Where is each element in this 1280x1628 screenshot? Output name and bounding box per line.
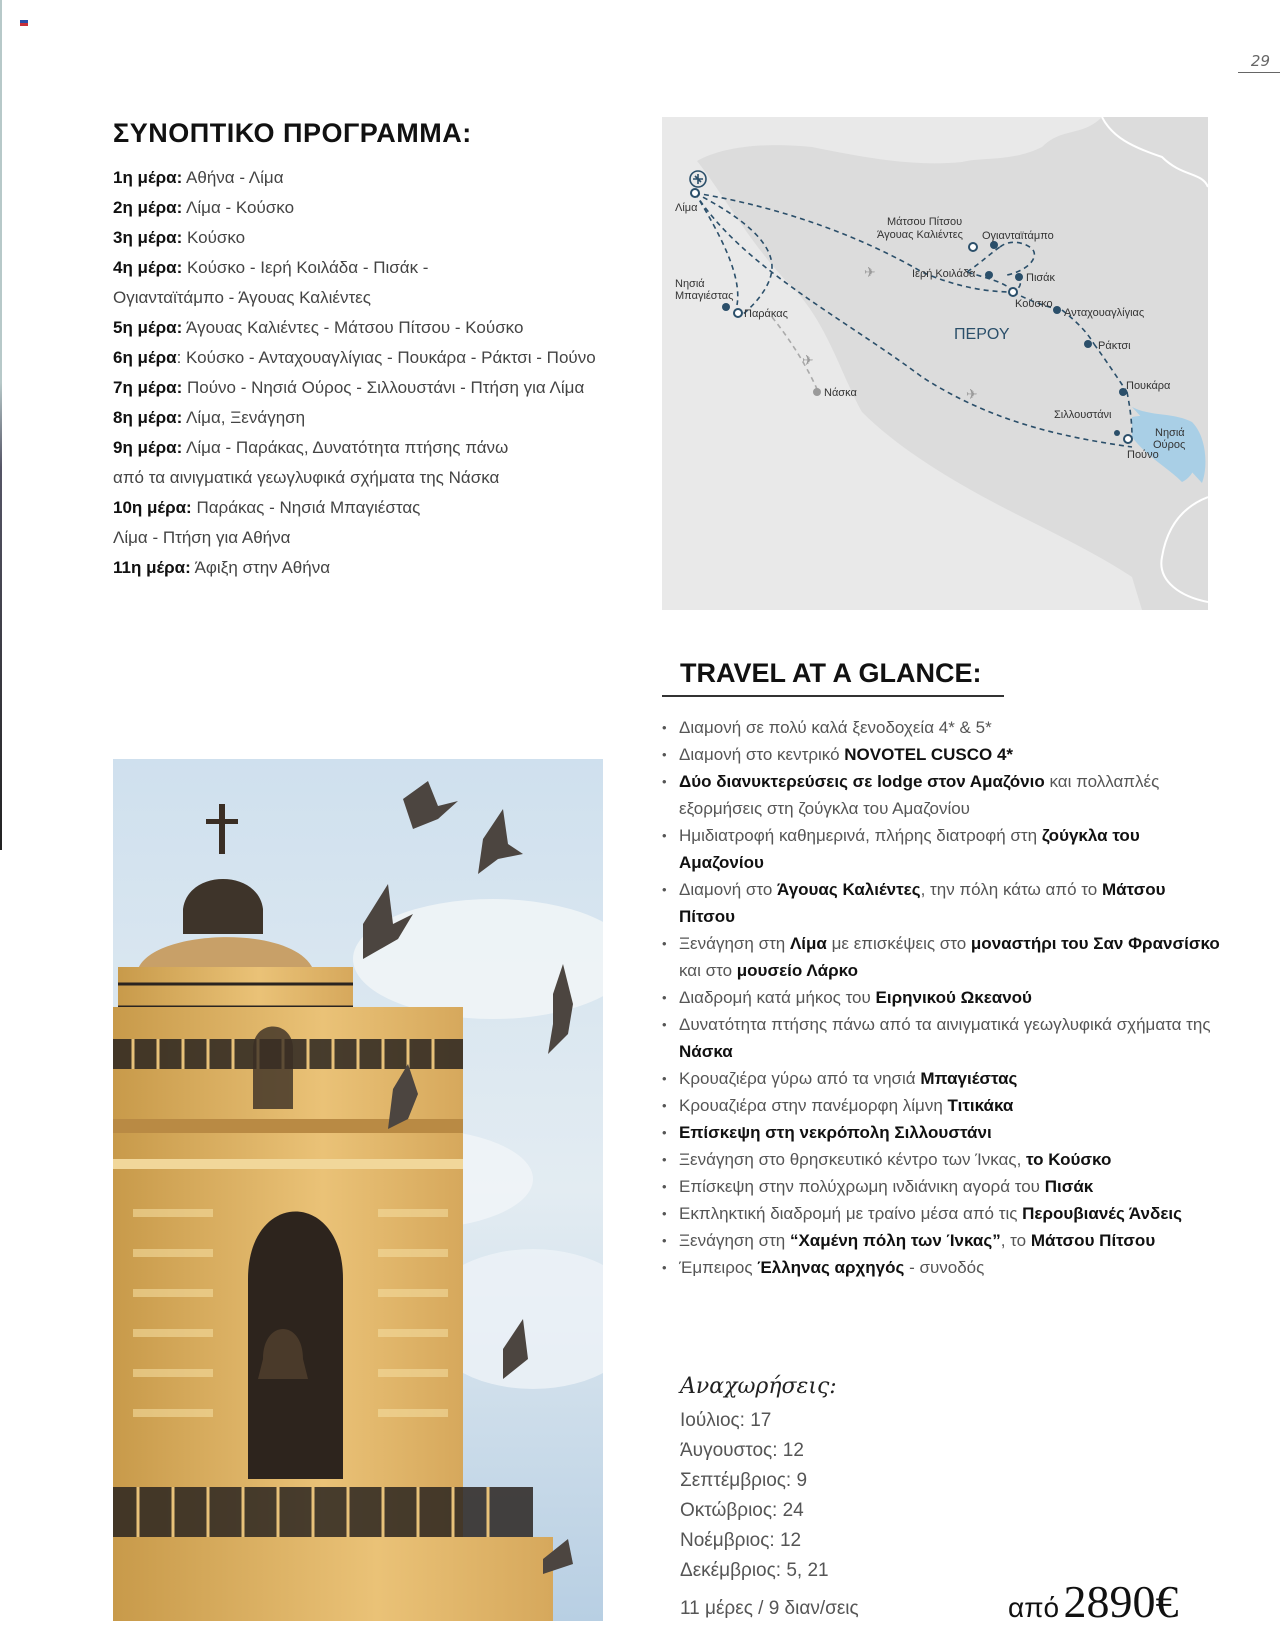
glance-item-text: Έμπειρος xyxy=(679,1258,758,1277)
route-map-svg xyxy=(662,117,1208,610)
program-line: 3η μέρα: Κούσκο xyxy=(113,228,246,247)
glance-item-text: - συνοδός xyxy=(904,1258,985,1277)
label-sacred-valley: Ιερή Κοιλάδα xyxy=(912,268,976,280)
label-sillustani: Σιλλουστάνι xyxy=(1054,409,1112,421)
glance-item-text: Ξενάγηση στο θρησκευτικό κέντρο των Ίνκας, xyxy=(679,1150,1027,1169)
departure-item: Σεπτέμβριος: 9 xyxy=(680,1470,808,1491)
label-lima: Λίμα xyxy=(675,202,698,214)
glance-item-highlight: Πισάκ xyxy=(1044,1177,1094,1196)
glance-item xyxy=(662,768,1222,822)
flag-mark xyxy=(20,20,28,26)
marker-ballestas xyxy=(722,303,730,311)
marker-raqchi xyxy=(1084,340,1092,348)
glance-rule xyxy=(662,695,1004,697)
glance-item xyxy=(662,714,1222,741)
label-ollantaytambo: Ογιανταϊτάμπο xyxy=(982,230,1054,242)
program-title: ΣΥΝΟΠΤΙΚΟ ΠΡΟΓΡΑΜΜΑ: xyxy=(113,118,472,148)
program-line: 2η μέρα: Λίμα - Κούσκο xyxy=(113,198,295,217)
program-line: 11η μέρα: Άφιξη στην Αθήνα xyxy=(113,558,331,577)
glance-item xyxy=(662,1092,1222,1119)
plane-icon: ✈ xyxy=(802,353,814,369)
departure-item: Οκτώβριος: 24 xyxy=(680,1500,804,1521)
glance-item xyxy=(662,876,1222,930)
marker-sillustani xyxy=(1114,430,1120,436)
glance-title: TRAVEL AT A GLANCE: xyxy=(680,658,982,688)
marker-puno xyxy=(1124,435,1132,443)
label-cusco: Κούσκο xyxy=(1015,298,1053,310)
glance-item-highlight: Μάτσου Πίτσου xyxy=(679,880,1166,926)
label-pisac: Πισάκ xyxy=(1026,272,1056,284)
marker-sacred-valley xyxy=(985,271,993,279)
glance-item-highlight: Άγουας Καλιέντες xyxy=(777,880,921,899)
marker-paracas xyxy=(734,309,742,317)
glance-item-highlight: Έλληνας αρχηγός xyxy=(757,1258,905,1277)
label-raqchi: Ράκτσι xyxy=(1098,340,1131,352)
program-line: 4η μέρα: Κούσκο - Ιερή Κοιλάδα - Πισάκ - xyxy=(113,258,429,277)
marker-andahuaylillas xyxy=(1053,306,1061,314)
glance-item-text: Διαμονή σε πολύ καλά ξενοδοχεία 4* & 5* xyxy=(679,718,992,737)
page-number: 29 xyxy=(1250,52,1270,70)
program-line: 6η μέρα: Κούσκο - Ανταχουαγλίγιας - Πουκάρα - Ράκτσι - Πούνο xyxy=(113,348,596,367)
edge-line xyxy=(0,0,2,850)
trip-duration: 11 μέρες / 9 διαν/σεις xyxy=(680,1598,859,1619)
glance-item xyxy=(662,822,1222,876)
glance-item-text: με επισκέψεις στο xyxy=(826,934,971,953)
glance-item-highlight: Περουβιανές Άνδεις xyxy=(1022,1204,1182,1223)
glance-item xyxy=(662,984,1222,1011)
glance-item-highlight: Μάτσου Πίτσου xyxy=(1030,1231,1156,1250)
glance-item-highlight: Νάσκα xyxy=(679,1042,733,1061)
price-amount: 2890€ xyxy=(1063,1576,1179,1627)
program-line: 5η μέρα: Άγουας Καλιέντες - Μάτσου Πίτσου - Κούσκο xyxy=(113,318,524,337)
glance-item-highlight: Επίσκεψη στη νεκρόπολη Σιλλουστάνι xyxy=(679,1123,992,1142)
glance-item-text: Εκπληκτική διαδρομή με τραίνο μέσα από τις xyxy=(679,1204,1023,1223)
glance-item-highlight: Λίμα xyxy=(789,934,827,953)
lower-balcony xyxy=(113,1487,533,1537)
glance-item-highlight: Ειρηνικού Ωκεανού xyxy=(875,988,1032,1007)
plane-icon: ✈ xyxy=(864,265,876,281)
glance-item-text: Επίσκεψη στην πολύχρωμη ινδιάνικη αγορά του xyxy=(679,1177,1045,1196)
price-from: από xyxy=(1008,1592,1060,1623)
glance-item-text: Ημιδιατροφή καθημερινά, πλήρης διατροφή στη xyxy=(679,826,1042,845)
glance-item-highlight: NOVOTEL CUSCO 4* xyxy=(844,745,1014,764)
glance-item xyxy=(662,1119,1222,1146)
price xyxy=(1008,1575,1208,1628)
glance-item xyxy=(662,741,1222,768)
glance-item-highlight: μοναστήρι του Σαν Φρανσίσκο xyxy=(970,934,1220,953)
program-line: 10η μέρα: Παράκας - Νησιά Μπαγιέστας xyxy=(113,498,421,517)
glance-item-highlight: “Χαμένη πόλη των Ίνκας” xyxy=(789,1231,1001,1250)
departure-item: Άυγουστος: 12 xyxy=(680,1440,804,1461)
departure-item: Ιούλιος: 17 xyxy=(680,1410,772,1431)
departures-title: Αναχωρήσεις: xyxy=(680,1374,837,1399)
glance-item xyxy=(662,1146,1222,1173)
label-nazca: Νάσκα xyxy=(824,387,857,399)
glance-item-text: και στο xyxy=(679,961,737,980)
glance-item-text: Ξενάγηση στη xyxy=(679,1231,790,1250)
program-line: 8η μέρα: Λίμα, Ξενάγηση xyxy=(113,408,306,427)
glance-item xyxy=(662,1011,1222,1065)
marker-ollantaytambo xyxy=(990,241,998,249)
glance-item xyxy=(662,1173,1222,1200)
label-pucara: Πουκάρα xyxy=(1126,380,1171,392)
program-line: 9η μέρα: Λίμα - Παράκας, Δυνατότητα πτήσης πάνω xyxy=(113,438,509,457)
glance-item-highlight: το Κούσκο xyxy=(1026,1150,1112,1169)
glance-item-highlight: Μπαγιέστας xyxy=(920,1069,1018,1088)
bell-tower-illustration xyxy=(113,759,603,1621)
glance-item xyxy=(662,1227,1222,1254)
glance-item-highlight: Τιτικάκα xyxy=(947,1096,1014,1115)
program-line: 7η μέρα: Πούνο - Νησιά Ούρος - Σιλλουστάνι - Πτήση για Λίμα xyxy=(113,378,585,397)
bell-tower-photo xyxy=(113,759,603,1621)
program-line: από τα αινιγματικά γεωγλυφικά σχήματα της Νάσκα xyxy=(113,468,500,487)
label-uros: Νησιά Ούρος xyxy=(1153,427,1186,451)
glance-item xyxy=(662,1065,1222,1092)
label-machu-picchu: Μάτσου Πίτσου Άγουας Καλιέντες xyxy=(877,216,963,241)
glance-item-text: Ξενάγηση στη xyxy=(679,934,790,953)
glance-item xyxy=(662,1200,1222,1227)
glance-item-text: Διαμονή στο xyxy=(679,880,778,899)
glance-item-text: , την πόλη κάτω από το xyxy=(920,880,1102,899)
departure-item: Δεκέμβριος: 5, 21 xyxy=(680,1560,829,1581)
departures-list xyxy=(680,1406,829,1586)
marker-cusco xyxy=(1009,288,1017,296)
label-paracas: Παράκας xyxy=(744,308,788,320)
marker-machu-picchu xyxy=(969,243,977,251)
glance-item-text: και πολλαπλές εξορμήσεις στη ζούγκλα του Αμαζονίου xyxy=(679,772,1160,818)
glance-item-highlight: Δύο διανυκτερεύσεις σε lodge στον Αμαζόνιο xyxy=(679,772,1045,791)
program-line: 1η μέρα: Αθήνα - Λίμα xyxy=(113,168,284,187)
program-line: Λίμα - Πτήση για Αθήνα xyxy=(113,528,291,547)
route-map xyxy=(662,117,1208,610)
glance-item xyxy=(662,1254,1222,1281)
label-puno: Πούνο xyxy=(1127,449,1159,461)
program-list xyxy=(113,163,653,583)
label-andahuaylillas: Ανταχουαγλίγιας xyxy=(1064,307,1145,319)
glance-item-text: Κρουαζιέρα γύρω από τα νησιά xyxy=(679,1069,921,1088)
glance-item-text: Διαδρομή κατά μήκος του xyxy=(679,988,876,1007)
plane-icon: ✈ xyxy=(966,387,978,403)
label-ballestas: Νησιά Μπαγιέστας xyxy=(675,278,734,302)
page-number-rule xyxy=(1238,72,1280,73)
program-line: Ογιανταϊτάμπο - Άγουας Καλιέντες xyxy=(113,288,371,307)
departure-item: Νοέμβριος: 12 xyxy=(680,1530,802,1551)
glance-item-text: Διαμονή στο κεντρικό xyxy=(679,745,845,764)
glance-item xyxy=(662,930,1222,984)
marker-lima xyxy=(691,189,699,197)
marker-pisac xyxy=(1015,273,1023,281)
glance-item-highlight: μουσείο Λάρκο xyxy=(736,961,858,980)
marker-nazca xyxy=(813,388,821,396)
glance-item-text: Δυνατότητα πτήσης πάνω από τα αινιγματικά γεωγλυφικά σχήματα της xyxy=(679,1015,1211,1034)
glance-item-highlight: ζούγκλα του Αμαζονίου xyxy=(679,826,1140,872)
glance-item-text: , το xyxy=(1000,1231,1031,1250)
glance-list xyxy=(662,714,1222,1281)
glance-item-text: Κρουαζιέρα στην πανέμορφη λίμνη xyxy=(679,1096,948,1115)
label-country: ΠΕΡΟΥ xyxy=(954,326,1010,343)
